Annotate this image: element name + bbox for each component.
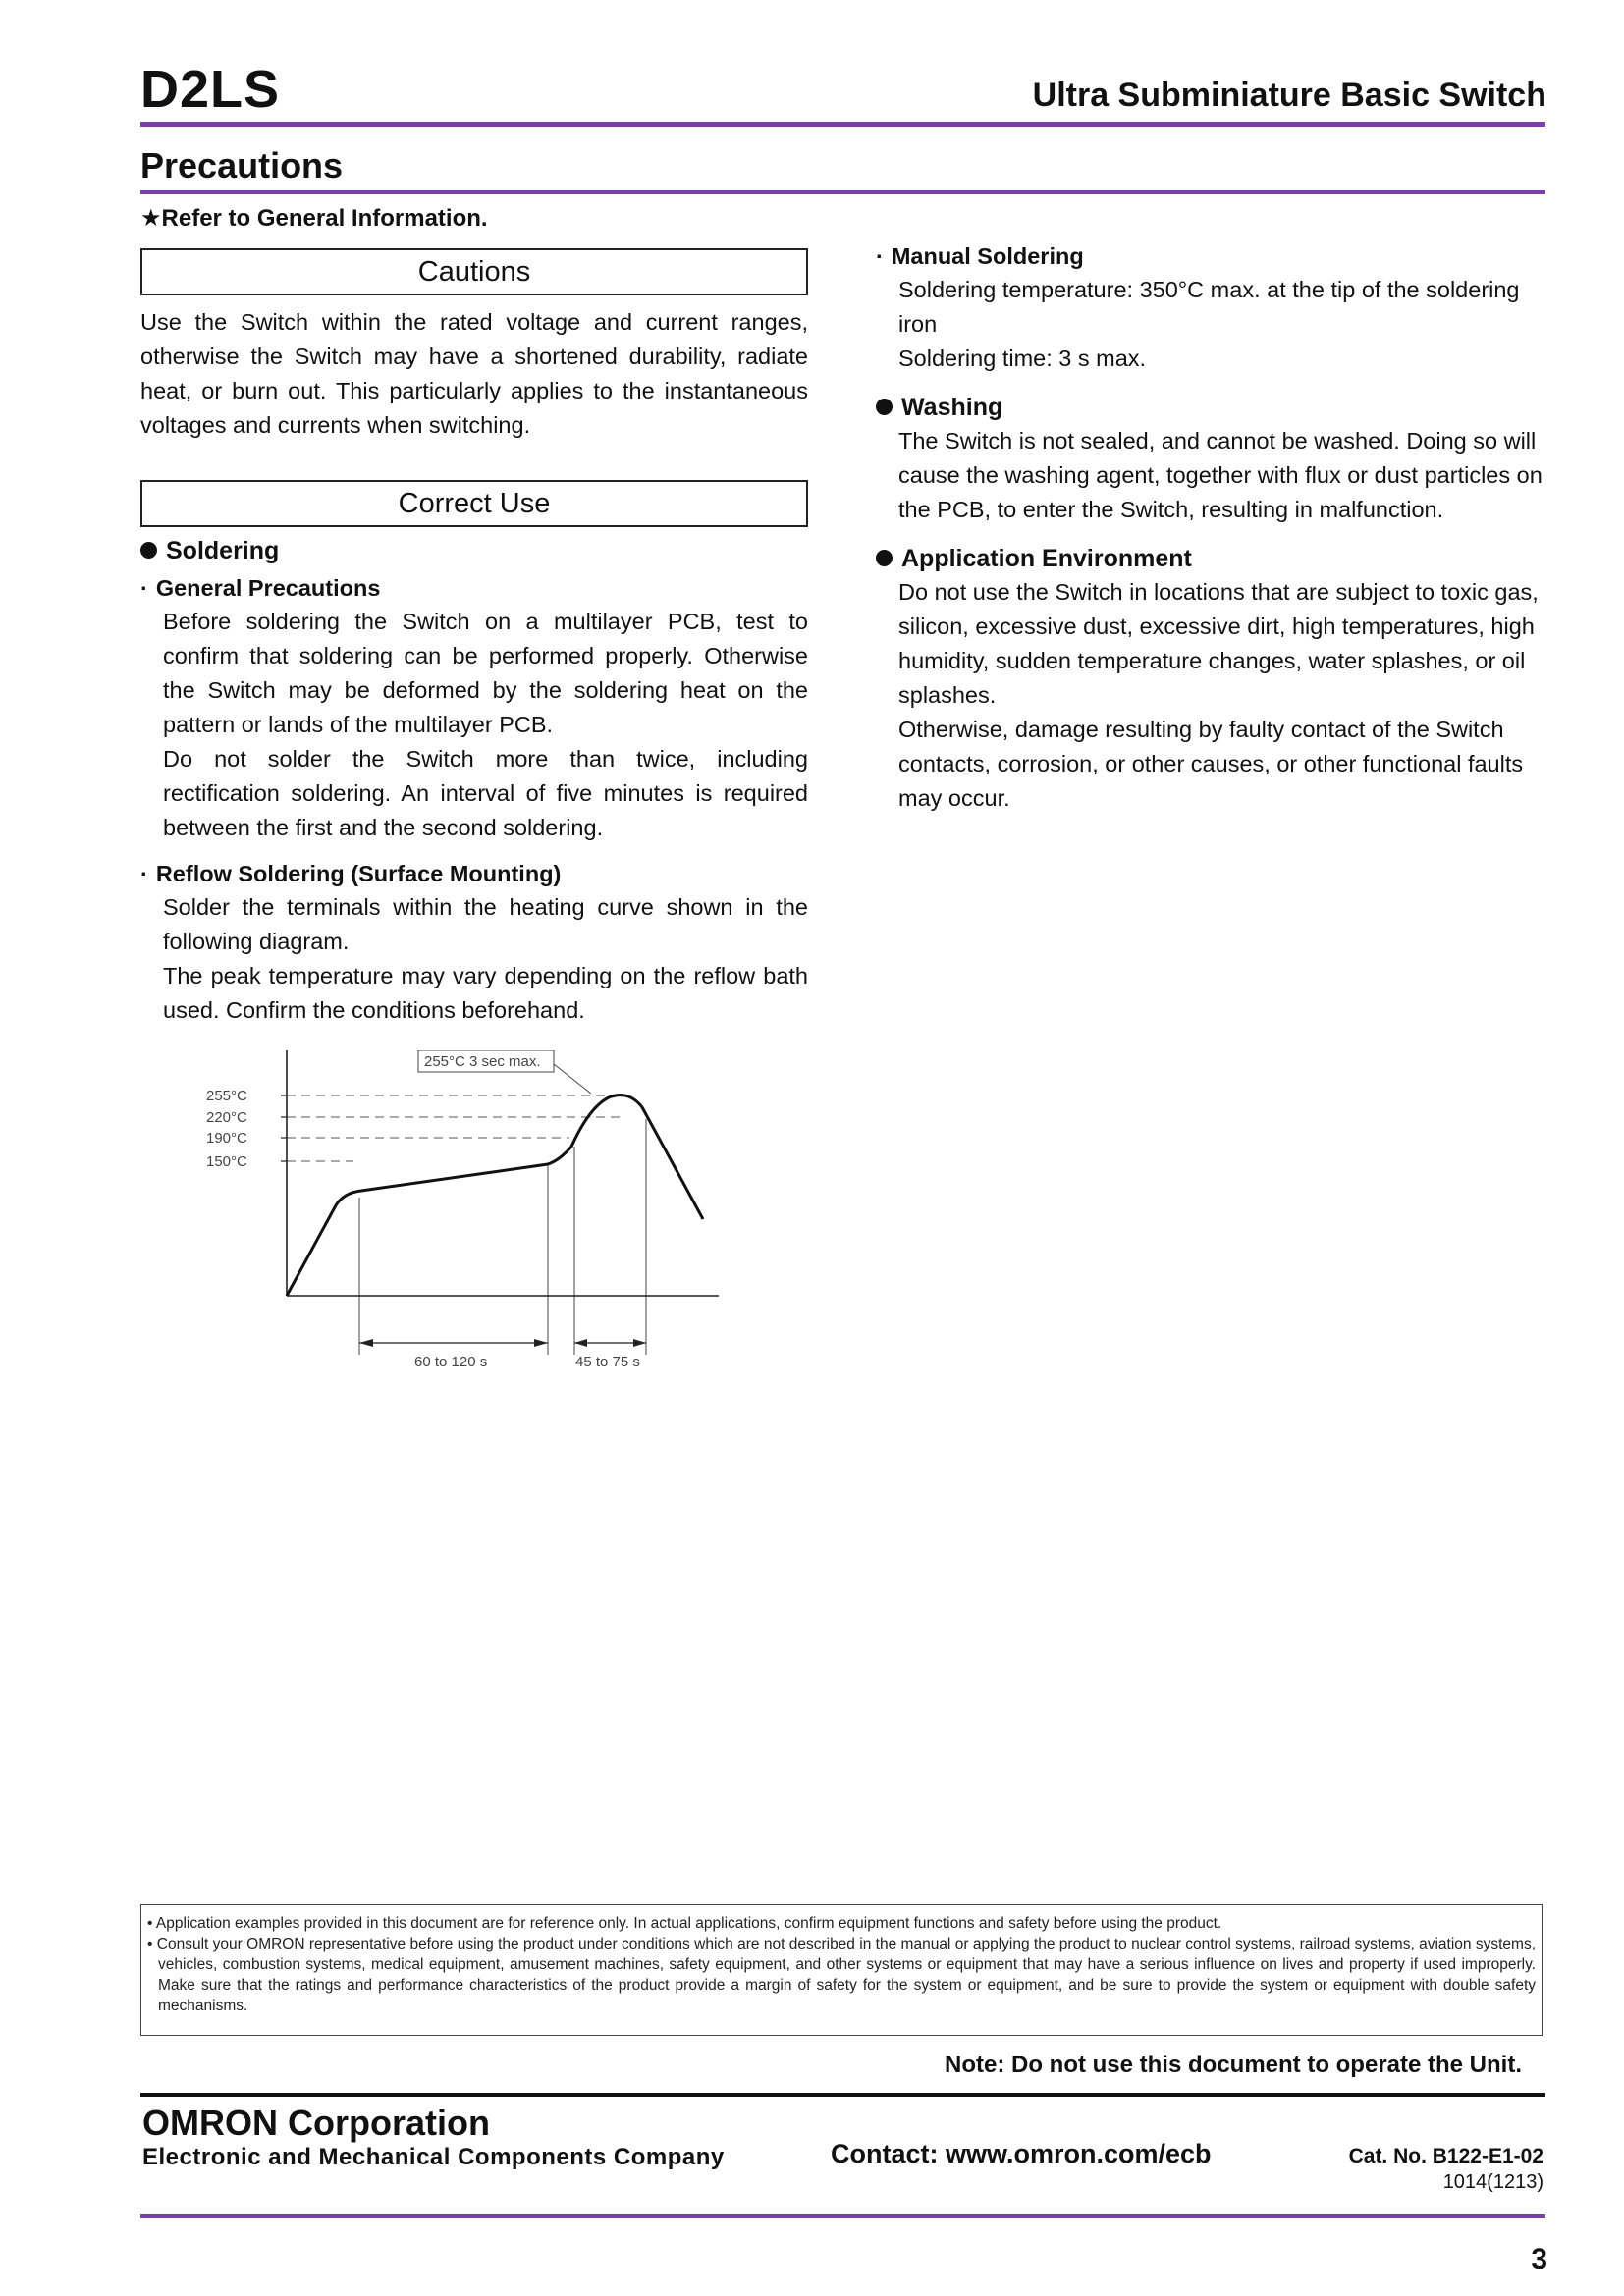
manual-soldering-text: Manual Soldering — [891, 243, 1084, 269]
disclaimer-box — [140, 1904, 1543, 2036]
disclaimer-item: • Application examples provided in this document are for reference only. In actual applications, confirm equipment functions and safety before using the product. — [147, 1915, 1222, 1932]
company-division: Electronic and Mechanical Components Company — [142, 2144, 725, 2170]
peak-label: 255°C 3 sec max. — [424, 1053, 541, 1070]
heating-curve — [287, 1095, 703, 1296]
left-column — [140, 204, 808, 1028]
reflow-heading — [140, 857, 808, 890]
reflow-paragraph-2: The peak temperature may vary depending on the reflow bath used. Confirm the conditions beforehand. — [163, 963, 808, 1023]
product-subtitle: Ultra Subminiature Basic Switch — [1032, 77, 1546, 114]
environment-paragraph-1: Do not use the Switch in locations that are subject to toxic gas, silicon, excessive dust, excessive dirt, high temperatures, high humidity, sudden temperature changes, water splashes, or oil splashes. — [898, 579, 1539, 708]
environment-paragraph-2: Otherwise, damage resulting by faulty contact of the Switch contacts, corrosion, or other causes, or other functional faults may occur. — [898, 717, 1524, 811]
bullet-dot-icon — [876, 399, 893, 415]
interval-1-arrowhead-left-icon — [359, 1339, 373, 1347]
correct-use-title-box: Correct Use — [140, 480, 808, 527]
manual-paragraph-1: Soldering temperature: 350°C max. at the tip of the soldering iron — [898, 277, 1520, 337]
y-tick-label: 190°C — [206, 1130, 247, 1147]
disclaimer-text-2: Consult your OMRON representative before using the product under conditions which are not described in the manual or applying the product to nuclear control systems, railroad systems, aviation systems, vehicles, combustion systems, medical equipment, amusement machines, safety equipment, and other systems or equipment that may have a serious influence on lives and property if used improperly. Make sure that the ratings and performance characteristics of the product provide a margin of safety for the system or equipment, and be sure to provide the system or equipment with double safety mechanisms. — [156, 1936, 1536, 2014]
y-tick-label: 150°C — [206, 1153, 247, 1170]
middle-dot-icon: · — [140, 575, 148, 601]
interval-1-label: 60 to 120 s — [414, 1354, 488, 1370]
interval-2-arrowhead-right-icon — [633, 1339, 646, 1347]
washing-paragraph: The Switch is not sealed, and cannot be washed. Doing so will cause the washing agent, together with flux or dust particles on the PCB, to enter the Switch, resulting in malfunction. — [898, 428, 1543, 522]
reflow-paragraph-1: Solder the terminals within the heating curve shown in the following diagram. — [163, 894, 808, 954]
manual-soldering-heading — [876, 240, 1548, 273]
reflow-chart-svg — [206, 1050, 736, 1384]
product-code: D2LS — [140, 60, 281, 119]
washing-heading — [876, 394, 1548, 422]
section-rule — [140, 190, 1545, 194]
revision-code: 1014(1213) — [1442, 2171, 1543, 2193]
contact-link[interactable]: Contact: www.omron.com/ecb — [831, 2139, 1212, 2168]
cautions-text: Use the Switch within the rated voltage and current ranges, otherwise the Switch may have a shortened durability, radiate heat, or burn out. This particularly applies to the instantaneous voltages and currents when switching. — [140, 309, 808, 438]
header-rule — [140, 122, 1545, 127]
y-tick-label: 255°C — [206, 1088, 247, 1104]
right-column — [876, 240, 1548, 816]
reflow-chart — [206, 1050, 736, 1384]
general-paragraph-2: Do not solder the Switch more than twice, including rectification soldering. An interval of five minutes is required between the first and the second soldering. — [163, 746, 808, 840]
usage-note: Note: Do not use this document to operate the Unit. — [945, 2052, 1522, 2078]
soldering-heading-text: Soldering — [166, 537, 280, 564]
disclaimer-item: • Consult your OMRON representative before using the product under conditions which are not described in the manual or applying the product to nuclear control systems, railroad systems, aviation systems, vehicles, combustion systems, medical equipment, amusement machines, safety equipment, and other systems or equipment that may have a serious influence on lives and property if used improperly. Make sure that the ratings and performance characteristics of the product provide a margin of safety for the system or equipment, and be sure to provide the system or equipment with double safety mechanisms. — [147, 1936, 1536, 2014]
general-paragraph-1: Before soldering the Switch on a multilayer PCB, test to confirm that soldering can be performed properly. Otherwise the Switch may be deformed by the soldering heat on the pattern or lands of the multilayer PCB. — [163, 609, 808, 737]
y-tick-label: 220°C — [206, 1109, 247, 1126]
reference-note: ★Refer to General Information. — [140, 205, 488, 232]
cautions-title-box: Cautions — [140, 248, 808, 295]
interval-2-arrowhead-left-icon — [574, 1339, 587, 1347]
reflow-heading-text: Reflow Soldering (Surface Mounting) — [155, 861, 562, 886]
disclaimer-text-1: Application examples provided in this document are for reference only. In actual applications, confirm equipment functions and safety before using the product. — [155, 1915, 1222, 1932]
middle-dot-icon: · — [876, 243, 884, 269]
company-name: OMRON Corporation — [142, 2103, 490, 2143]
general-precautions-text: General Precautions — [155, 575, 381, 601]
bullet-dot-icon — [140, 542, 157, 559]
section-title: Precautions — [140, 145, 344, 186]
manual-paragraph-2: Soldering time: 3 s max. — [898, 346, 1147, 371]
environment-heading — [876, 545, 1548, 573]
interval-2-label: 45 to 75 s — [575, 1354, 640, 1370]
environment-heading-text: Application Environment — [901, 545, 1192, 572]
middle-dot-icon: · — [140, 861, 148, 886]
footer-rule — [140, 2093, 1545, 2097]
catalog-number: Cat. No. B122-E1-02 — [1348, 2145, 1543, 2167]
peak-leader — [554, 1064, 591, 1094]
general-precautions-heading — [140, 571, 808, 605]
washing-heading-text: Washing — [901, 394, 1003, 421]
page-number: 3 — [1531, 2243, 1547, 2275]
bottom-rule — [140, 2214, 1545, 2218]
bullet-dot-icon — [876, 550, 893, 566]
interval-1-arrowhead-right-icon — [534, 1339, 548, 1347]
soldering-heading — [140, 537, 808, 565]
